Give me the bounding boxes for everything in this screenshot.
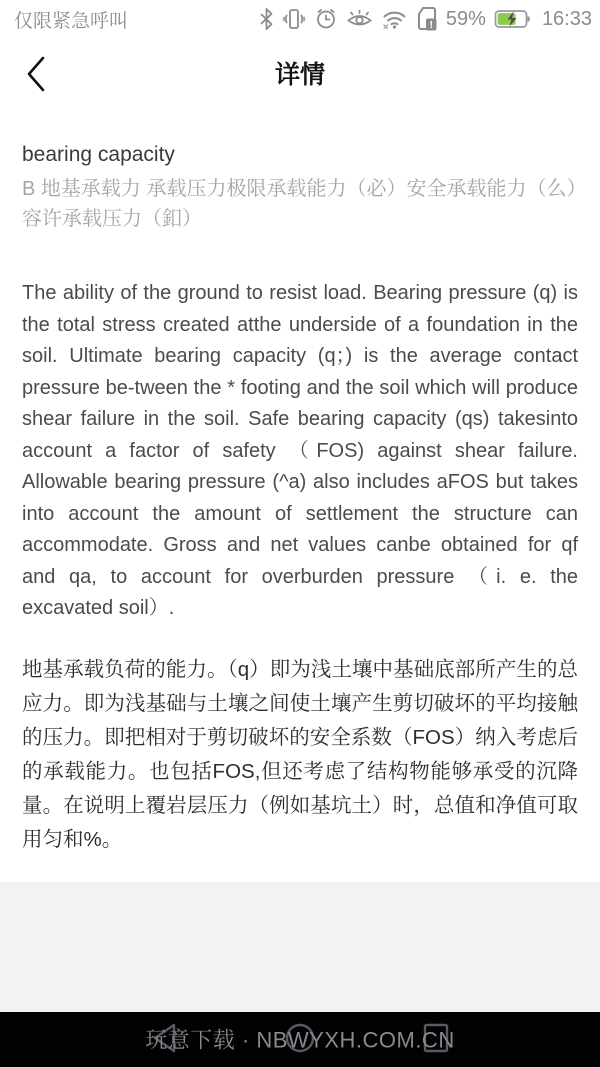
status-time: 16:33	[541, 7, 592, 30]
definition-english: The ability of the ground to resist load. Bearing pressure (q) is the total stress created atthe underside of a foundation in the soil. Ultimate bearing capacity (q；) is the average contact pressure be-tween the * footing and the soil which will produce shear failure in the soil. Safe bearing capacity (qs) takesinto account a factor of safety （FOS) against shear failure. Allowable bearing pressure (^a) also includes aFOS but takes into account the amount of settlement the structure can accommodate. Gross and net values canbe obtained for qf and qa, to account for overburden pressure （i. e. the excavated soil）.	[22, 282, 578, 619]
status-icons	[259, 6, 592, 32]
svg-text:!: !	[429, 19, 433, 32]
definition-chinese: 地基承载负荷的能力。（q）即为浅土壤中基础底部所产生的总应力。即为浅基础与土壤之间使土壤产生剪切破坏的平均接触的压力。即把相对于剪切破坏的安全系数（FOS）纳入考虑后的承载能力。也包括FOS,但还考虑了结构物能够承受的沉降量。在说明上覆岩层压力（例如基坑土）时，总值和净值可取用匀和%。	[22, 657, 578, 851]
header	[0, 38, 600, 112]
nav-home-icon	[284, 1042, 316, 1057]
back-button[interactable]	[14, 50, 58, 100]
vibrate-icon	[282, 7, 306, 31]
alarm-clock-icon	[314, 7, 338, 31]
watermark-text: 玩意下载 · NBWYXH.COM.CN	[145, 1027, 455, 1053]
entry-detail	[0, 112, 600, 857]
nav-back-button[interactable]	[150, 1022, 178, 1057]
nav-back-icon	[150, 1042, 178, 1057]
nav-home-button[interactable]	[284, 1022, 316, 1057]
chevron-left-icon	[25, 55, 47, 96]
footer-panel	[0, 882, 600, 1012]
wifi-icon	[381, 7, 408, 31]
battery-percent: 59%	[445, 7, 486, 30]
eye-comfort-icon	[346, 7, 373, 31]
page-title: 详情	[274, 61, 325, 89]
android-nav-bar	[0, 1012, 600, 1067]
entry-word: bearing capacity	[22, 143, 175, 166]
sim-alert-icon	[416, 6, 438, 32]
battery-charging-icon	[494, 8, 532, 30]
nav-recents-button[interactable]	[422, 1022, 450, 1057]
bluetooth-icon	[259, 7, 274, 31]
nav-recents-icon	[422, 1042, 450, 1057]
carrier-text: 仅限紧急呼叫	[14, 10, 129, 32]
status-bar	[0, 0, 600, 38]
entry-gloss: B 地基承载力 承载压力极限承载能力（必）安全承载能力（么）容许承载压力（釦）	[22, 178, 577, 230]
